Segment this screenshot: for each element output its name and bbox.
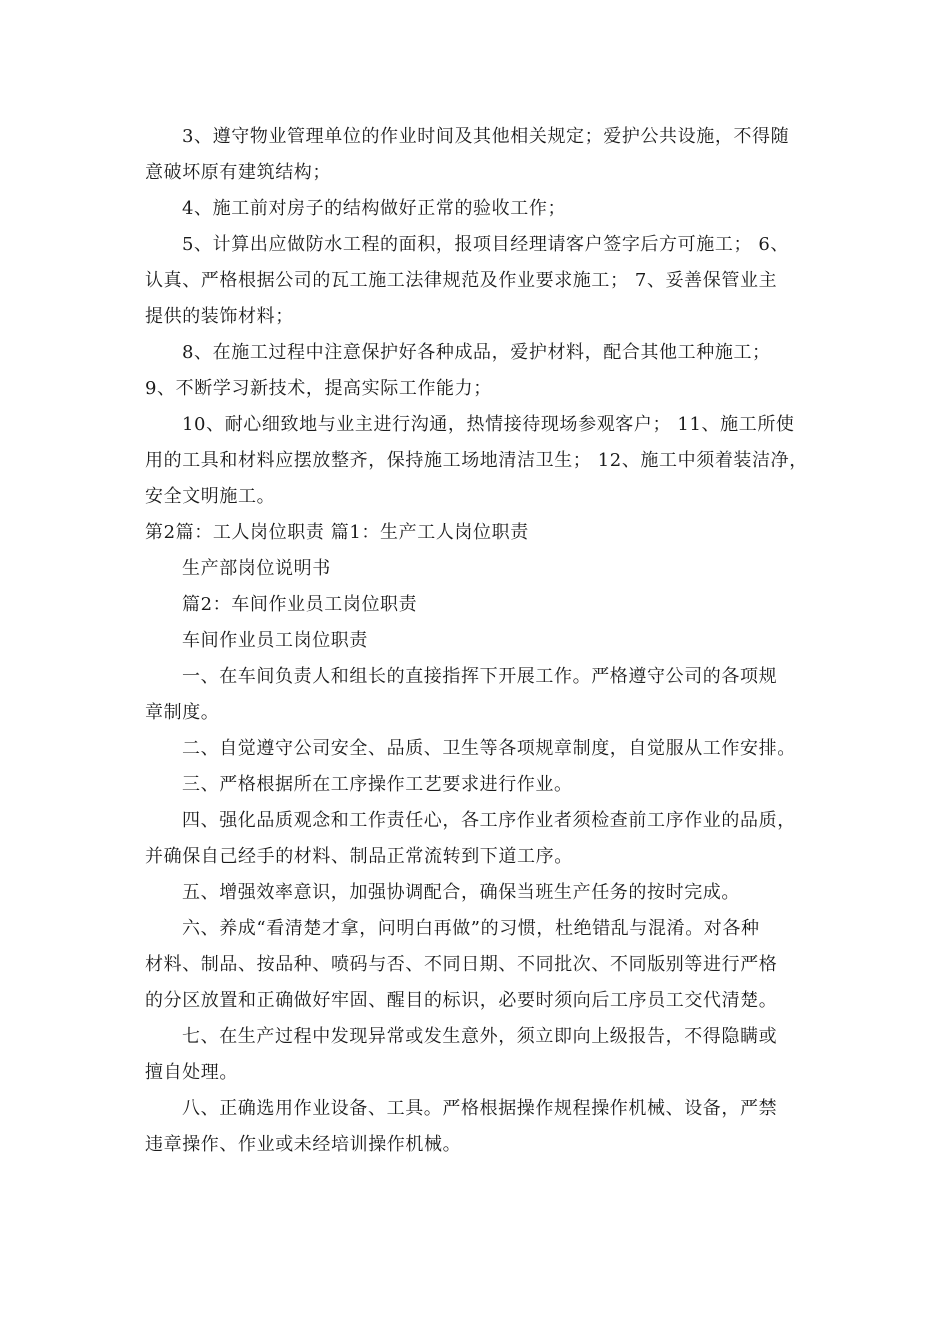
paragraph-line: 六、养成“看清楚才拿，问明白再做”的习惯，杜绝错乱与混淆。对各种 <box>182 918 760 939</box>
paragraph-line: 4、施工前对房子的结构做好正常的验收工作； <box>182 198 567 219</box>
paragraph-line: 的分区放置和正确做好牢固、醒目的标识，必要时须向后工序员工交代清楚。 <box>145 990 778 1011</box>
paragraph-line: 提供的装饰材料； <box>145 306 294 327</box>
paragraph-line: 章制度。 <box>145 702 220 723</box>
paragraph-line: 意破坏原有建筑结构； <box>145 162 331 183</box>
paragraph-line: 违章操作、作业或未经培训操作机械。 <box>145 1134 462 1155</box>
paragraph-line: 5、计算出应做防水工程的面积，报项目经理请客户签字后方可施工； 6、 <box>182 234 790 255</box>
subheading: 篇2：车间作业员工岗位职责 <box>182 594 418 615</box>
paragraph-line: 五、增强效率意识，加强协调配合，确保当班生产任务的按时完成。 <box>182 882 740 903</box>
paragraph-line: 擅自处理。 <box>145 1062 238 1083</box>
paragraph-line: 9、不断学习新技术，提高实际工作能力； <box>145 378 492 399</box>
paragraph-line: 8、在施工过程中注意保护好各种成品，爱护材料，配合其他工种施工； <box>182 342 771 363</box>
paragraph-line: 四、强化品质观念和工作责任心，各工序作业者须检查前工序作业的品质， <box>182 810 796 831</box>
section-heading: 第2篇：工人岗位职责 篇1：生产工人岗位职责 <box>145 522 529 543</box>
paragraph-line: 一、在车间负责人和组长的直接指挥下开展工作。严格遵守公司的各项规 <box>182 666 778 687</box>
subheading: 生产部岗位说明书 <box>182 558 331 579</box>
paragraph-line: 并确保自己经手的材料、制品正常流转到下道工序。 <box>145 846 573 867</box>
subheading: 车间作业员工岗位职责 <box>182 630 368 651</box>
paragraph-line: 八、正确选用作业设备、工具。严格根据操作规程操作机械、设备，严禁 <box>182 1098 778 1119</box>
paragraph-line: 认真、严格根据公司的瓦工施工法律规范及作业要求施工； 7、妥善保管业主 <box>145 270 778 291</box>
paragraph-line: 七、在生产过程中发现异常或发生意外，须立即向上级报告，不得隐瞒或 <box>182 1026 778 1047</box>
paragraph-line: 三、严格根据所在工序操作工艺要求进行作业。 <box>182 774 573 795</box>
paragraph-line: 用的工具和材料应摆放整齐，保持施工场地清洁卫生； 12、施工中须着装洁净， <box>145 450 808 471</box>
paragraph-line: 材料、制品、按品种、喷码与否、不同日期、不同批次、不同版别等进行严格 <box>145 954 778 975</box>
paragraph-line: 二、自觉遵守公司安全、品质、卫生等各项规章制度，自觉服从工作安排。 <box>182 738 796 759</box>
paragraph-line: 10、耐心细致地与业主进行沟通，热情接待现场参观客户； 11、施工所使 <box>182 414 795 435</box>
paragraph-line: 3、遵守物业管理单位的作业时间及其他相关规定；爱护公共设施，不得随 <box>182 126 790 147</box>
paragraph-line: 安全文明施工。 <box>145 486 276 507</box>
